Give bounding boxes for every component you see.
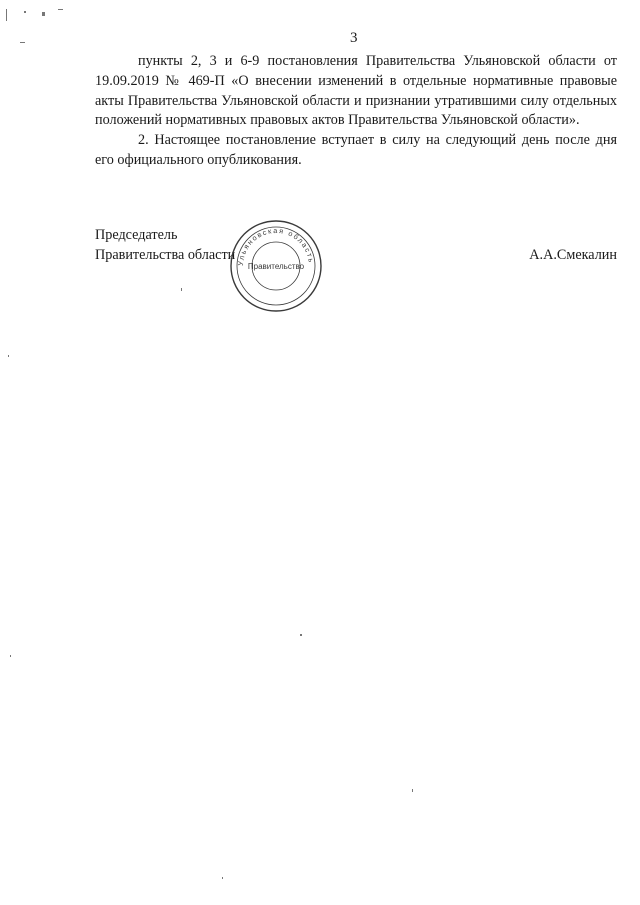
signatory-name: А.А.Смекалин	[529, 246, 617, 263]
document-body	[95, 52, 617, 171]
scan-speck	[300, 634, 302, 636]
scan-speck	[20, 42, 25, 43]
scan-speck	[24, 11, 26, 13]
seal-ring-text: Ульяновская область	[235, 225, 316, 267]
seal-center-text: Правительство	[247, 262, 305, 271]
svg-text:Ульяновская область	[236, 226, 316, 266]
scan-speck	[412, 789, 413, 792]
signature-block	[95, 226, 617, 266]
official-seal	[228, 218, 324, 314]
scan-speck	[42, 12, 45, 16]
signature-title-line-1: Председатель	[95, 227, 178, 243]
scan-speck	[181, 288, 182, 291]
paragraph-1: пункты 2, 3 и 6-9 постановления Правительства Ульяновской области от 19.09.2019 № 469-П «О внесении изменений в отдельные нормативные правовые акты Правительства Ульяновской области и признании утратившими силу отдельных положений нормативных правовых актов Правительства Ульяновской области».	[95, 53, 617, 129]
scan-speck	[222, 877, 223, 879]
page-number: 3	[350, 30, 358, 46]
scan-speck	[8, 355, 9, 357]
scan-speck	[6, 9, 7, 21]
scan-speck	[10, 655, 11, 657]
scan-speck	[58, 9, 63, 10]
paragraph-2: 2. Настоящее постановление вступает в силу на следующий день после дня его официального опубликования.	[95, 132, 617, 168]
signature-title-line-2: Правительства области	[95, 246, 236, 263]
